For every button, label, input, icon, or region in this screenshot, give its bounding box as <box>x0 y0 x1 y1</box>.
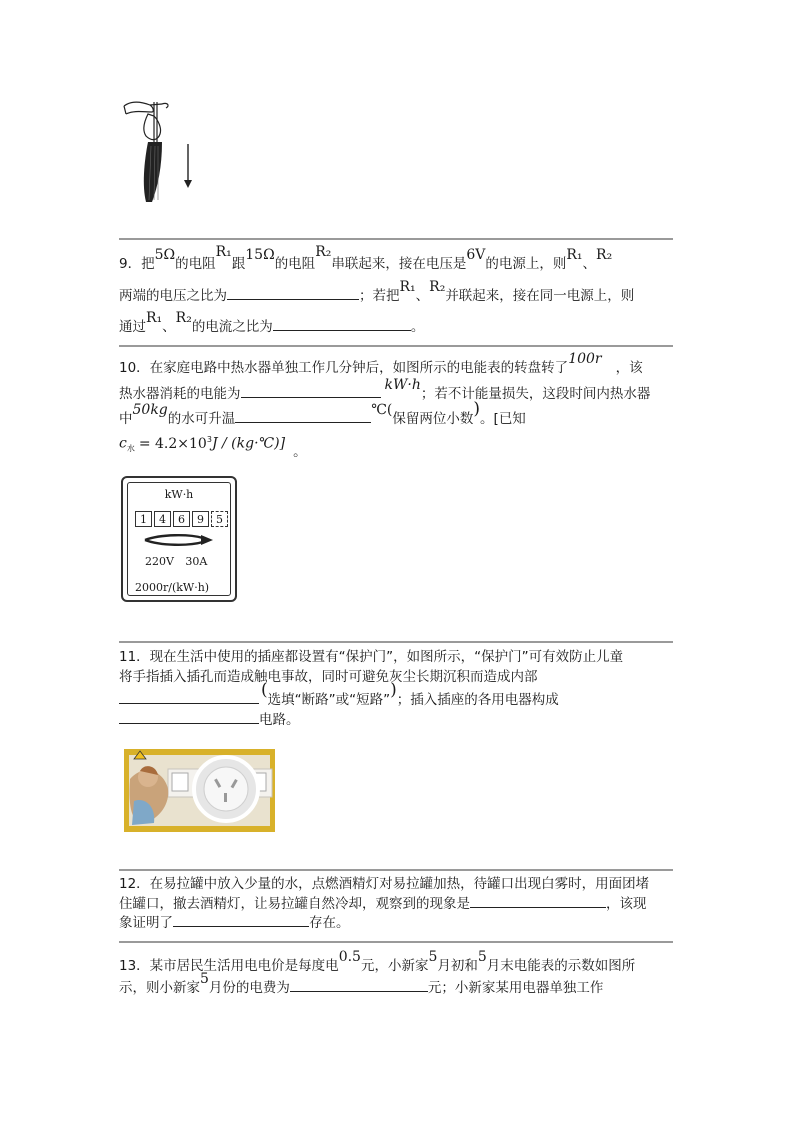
meter-digit: 9 <box>192 511 209 527</box>
q10-text: ；若不计能量损失，这段时间内热水器 <box>420 386 651 402</box>
q11-text: ；插入插座的各用电器构成 <box>396 692 559 708</box>
q11-text: 电路。 <box>259 712 300 728</box>
q10-formula: J / (kg·℃)] <box>211 435 286 452</box>
q12-line-3 <box>119 914 350 931</box>
q9-text: 。 <box>410 319 425 335</box>
q9-text: 的电流之比为 <box>191 319 273 335</box>
q11-text: 选填“断路”或“短路” <box>267 692 391 708</box>
q10-unit: ℃( <box>371 402 393 418</box>
q9-var: R₁ <box>146 310 163 326</box>
q9-value: 6V <box>466 247 486 263</box>
q13-value: 5 <box>200 971 209 987</box>
q13-line-2 <box>119 971 604 996</box>
q10-line-4 <box>119 432 307 460</box>
q10-formula: 水 <box>126 444 135 454</box>
q9-value: 5Ω <box>154 247 176 263</box>
q10-text: 保留两位小数 <box>392 411 474 427</box>
separator <box>119 869 673 871</box>
meter-digit: 1 <box>135 511 152 527</box>
q9-text: 串联起来，接在电压是 <box>331 256 467 272</box>
answer-blank[interactable] <box>119 711 259 724</box>
q9-text: 9．把 <box>119 256 155 272</box>
answer-blank[interactable] <box>173 914 309 927</box>
answer-blank[interactable] <box>119 691 259 704</box>
answer-blank[interactable] <box>235 410 371 423</box>
q13-value: 5 <box>477 949 487 965</box>
q10-unit: kW·h <box>384 377 421 393</box>
q13-text: 月份的电费为 <box>208 980 290 996</box>
q11-paren: ( <box>261 680 268 700</box>
q10-formula: 3 <box>206 435 212 444</box>
meter-rev-rate: 2000r/(kW·h) <box>135 581 210 594</box>
q13-line-1 <box>119 949 636 974</box>
answer-blank[interactable] <box>273 318 411 331</box>
q9-var: R₂ <box>175 310 192 326</box>
q9-text: 的电阻 <box>175 256 216 272</box>
q12-text: 象证明了 <box>119 915 173 931</box>
answer-blank[interactable] <box>241 385 381 398</box>
q13-text: 月末电能表的示数如图所 <box>486 958 636 974</box>
meter-spec: 220V 30A <box>145 555 208 568</box>
q12-text: 住罐口，撤去酒精灯，让易拉罐自然冷却，观察到的现象是 <box>119 896 470 912</box>
q9-text: 、 <box>162 319 176 335</box>
q13-value: 0.5 <box>338 949 361 965</box>
energy-meter-figure <box>121 476 237 602</box>
q13-text: 元；小新家某用电器单独工作 <box>427 980 604 996</box>
q13-value: 5 <box>428 949 438 965</box>
separator <box>119 238 673 240</box>
meter-digit: 6 <box>173 511 190 527</box>
q11-paren: ) <box>390 680 397 700</box>
q10-text: 。 <box>293 443 307 460</box>
separator <box>119 641 673 643</box>
q9-text: 的电阻 <box>274 256 316 272</box>
q9-var: R₂ <box>596 247 613 263</box>
q10-text: 的水可升温 <box>167 411 236 427</box>
q9-text: 的电源上，则 <box>485 256 567 272</box>
q11-line-1: 11．现在生活中使用的插座都设置有“保护门”，如图所示，“保护门”可有效防止儿童 <box>119 649 624 665</box>
q9-text: 跟 <box>231 256 246 272</box>
q9-var: R₁ <box>566 247 583 263</box>
q12-text: 存在。 <box>309 915 350 931</box>
q10-text: 中 <box>119 411 133 427</box>
meter-digit: 5 <box>211 511 228 527</box>
q10-text: 。[ <box>480 411 499 427</box>
q10-value: 50kg <box>132 402 168 418</box>
q9-text: 通过 <box>119 319 146 335</box>
q12-line-2 <box>119 895 647 912</box>
q10-paren: ) <box>473 399 481 419</box>
socket-illustration <box>124 749 275 832</box>
q12-line-1: 12．在易拉罐中放入少量的水，点燃酒精灯对易拉罐加热，待罐口出现白雾时，用面团堵 <box>119 876 650 892</box>
q10-text: 10．在家庭电路中热水器单独工作几分钟后，如图所示的电能表的转盘转了 <box>119 360 569 376</box>
q10-formula: c <box>119 435 127 452</box>
meter-digits <box>135 511 230 527</box>
q11-line-3 <box>119 680 559 708</box>
q10-text: 热水器消耗的电能为 <box>119 386 241 402</box>
q9-line-2 <box>119 279 635 304</box>
meter-disc-arrow-icon <box>143 533 215 547</box>
q10-value: 100r <box>568 351 602 367</box>
q9-text: 、 <box>582 256 597 272</box>
answer-blank[interactable] <box>290 979 428 992</box>
socket-photo-figure <box>124 749 275 832</box>
q9-var: R₁ <box>215 244 232 260</box>
answer-blank[interactable] <box>470 895 606 908</box>
separator <box>119 941 673 943</box>
q9-var: R₂ <box>429 279 446 295</box>
q9-text: ；若把 <box>359 288 400 304</box>
q9-text: 、 <box>415 288 430 304</box>
q11-line-2: 将手指插入插孔而造成触电事故，同时可避免灰尘长期沉积而造成内部 <box>119 669 538 685</box>
q10-line-3 <box>119 399 526 427</box>
q9-value: 15Ω <box>245 247 275 263</box>
q13-text: 示，则小新家 <box>119 980 200 996</box>
q9-line-3 <box>119 310 425 335</box>
q13-text: 13．某市居民生活用电电价是每度电 <box>119 958 339 974</box>
q9-line-1 <box>119 244 613 272</box>
hand-strips-figure <box>118 96 202 206</box>
q9-var: R₁ <box>399 279 416 295</box>
q9-var: R₂ <box>315 244 332 260</box>
q12-text: ，该现 <box>606 896 647 912</box>
separator <box>119 345 673 347</box>
q10-formula: = 4.2×10 <box>138 435 207 452</box>
answer-blank[interactable] <box>227 287 359 300</box>
q9-text: 并联起来，接在同一电源上，则 <box>445 288 635 304</box>
q10-text: 已知 <box>498 411 526 427</box>
q11-line-4 <box>119 711 300 728</box>
q10-line-1 <box>119 351 643 376</box>
q13-text: 月初和 <box>437 958 478 974</box>
q13-text: 元，小新家 <box>360 958 429 974</box>
q10-text: ，该 <box>615 360 643 376</box>
q10-line-2 <box>119 377 651 402</box>
meter-digit: 4 <box>154 511 171 527</box>
meter-unit: kW·h <box>164 488 194 501</box>
q9-text: 两端的电压之比为 <box>119 288 227 304</box>
